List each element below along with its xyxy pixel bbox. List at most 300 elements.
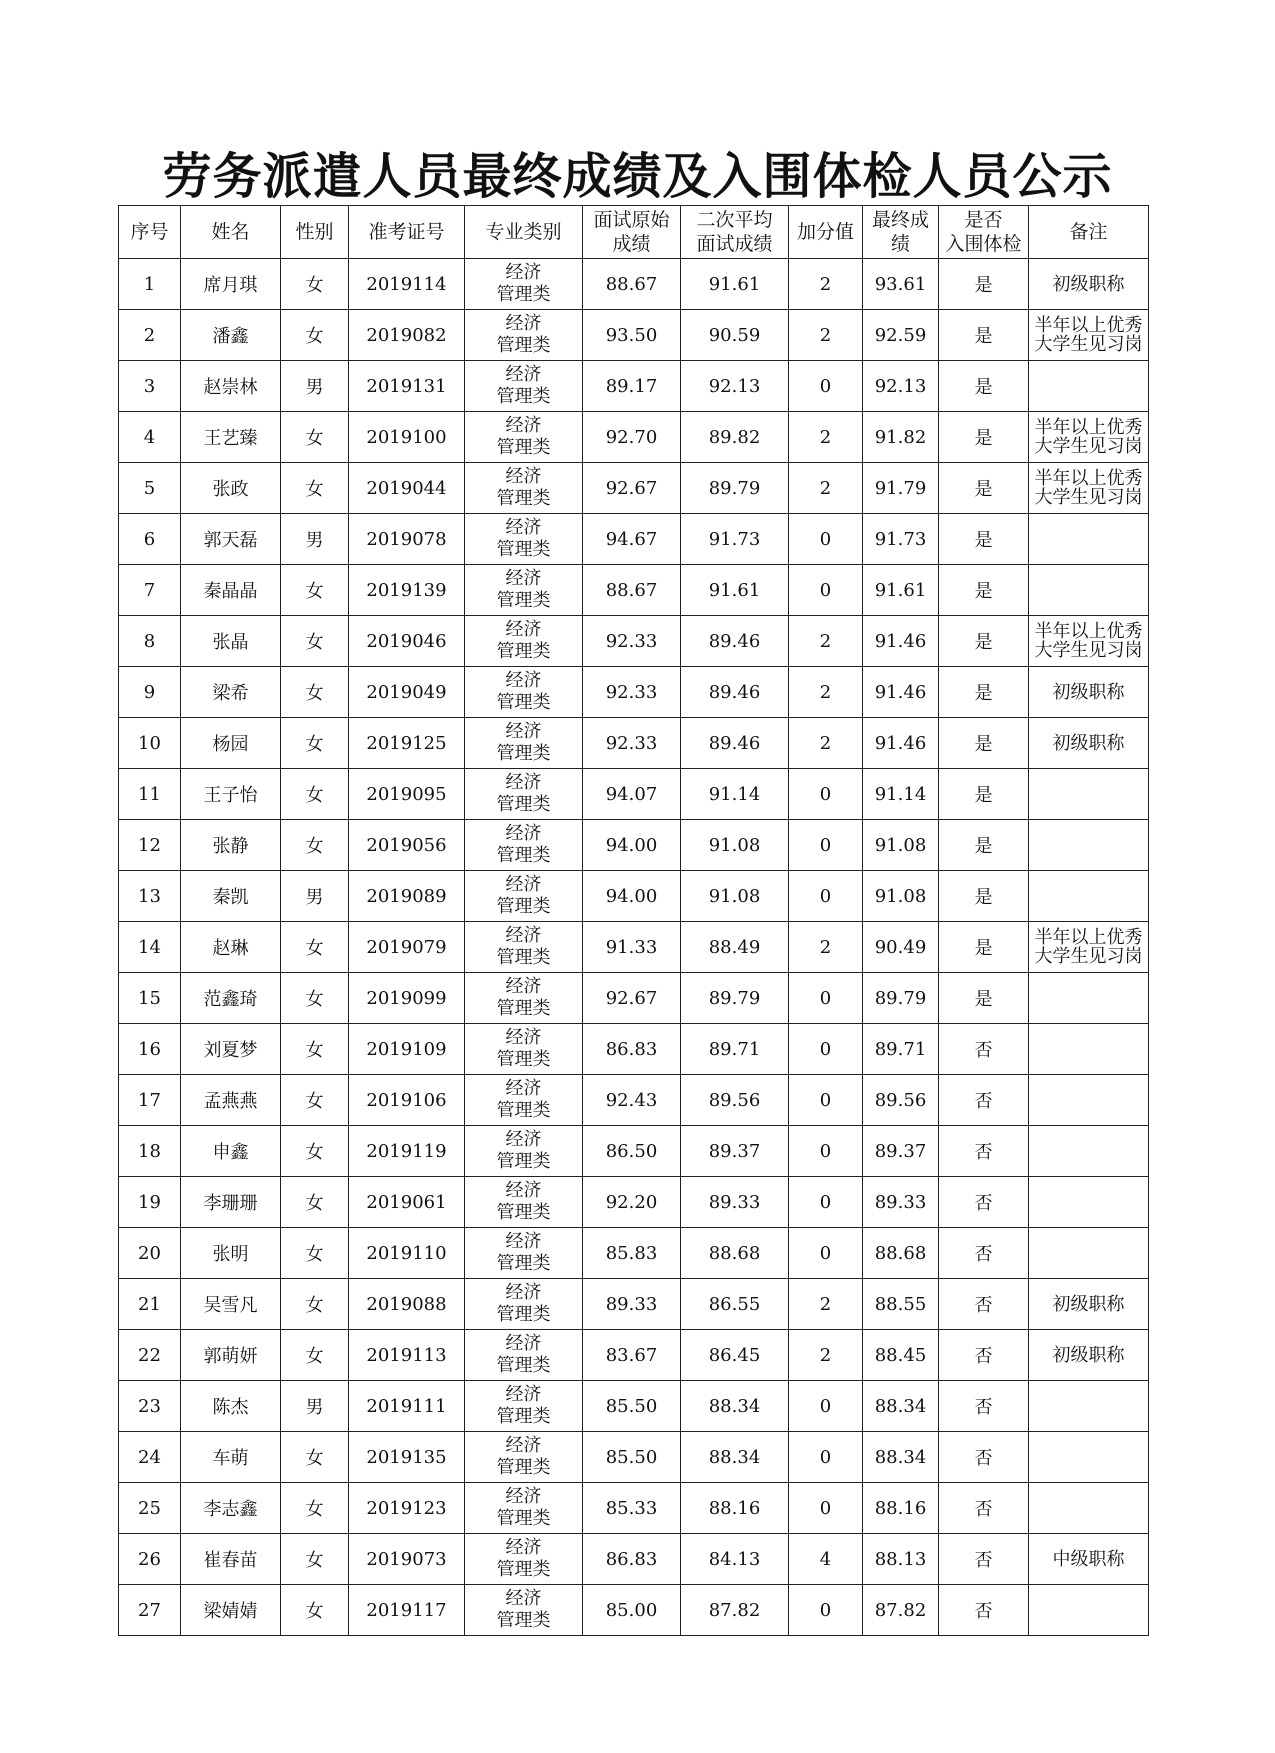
cell-seq: 17 (119, 1075, 181, 1126)
cell-exam-id: 2019111 (349, 1381, 465, 1432)
cell-final: 89.37 (863, 1126, 939, 1177)
cell-name: 郭萌妍 (181, 1330, 281, 1381)
table-row (119, 1483, 1149, 1534)
cell-remark (1029, 718, 1149, 769)
cell-advance: 是 (939, 565, 1029, 616)
cell-gender: 女 (281, 1534, 349, 1585)
cell-interview-raw: 89.33 (583, 1279, 681, 1330)
table-row (119, 1279, 1149, 1330)
cell-final: 89.79 (863, 973, 939, 1024)
cell-remark (1029, 820, 1149, 871)
cell-category-line: 管理类 (496, 590, 551, 611)
cell-interview-raw: 89.17 (583, 361, 681, 412)
cell-bonus: 0 (789, 1126, 863, 1177)
cell-seq: 22 (119, 1330, 181, 1381)
cell-gender: 女 (281, 1432, 349, 1483)
cell-bonus: 2 (789, 463, 863, 514)
cell-final: 91.73 (863, 514, 939, 565)
cell-gender: 女 (281, 310, 349, 361)
cell-seq: 25 (119, 1483, 181, 1534)
header-remark: 备注 (1029, 206, 1149, 259)
cell-bonus: 0 (789, 565, 863, 616)
table-row (119, 361, 1149, 412)
cell-seq: 10 (119, 718, 181, 769)
cell-interview-raw: 92.67 (583, 463, 681, 514)
cell-category (465, 1177, 583, 1228)
cell-category-line: 管理类 (496, 947, 551, 968)
cell-second-avg: 92.13 (681, 361, 789, 412)
cell-second-avg: 91.08 (681, 820, 789, 871)
cell-interview-raw: 88.67 (583, 259, 681, 310)
cell-second-avg: 91.08 (681, 871, 789, 922)
header-name: 姓名 (181, 206, 281, 259)
cell-seq: 4 (119, 412, 181, 463)
cell-final: 91.08 (863, 820, 939, 871)
cell-category (465, 667, 583, 718)
cell-seq: 20 (119, 1228, 181, 1279)
table-row (119, 514, 1149, 565)
cell-advance: 否 (939, 1075, 1029, 1126)
cell-second-avg: 88.34 (681, 1432, 789, 1483)
cell-category (465, 973, 583, 1024)
cell-category-line: 经济 (505, 823, 542, 844)
cell-category-line: 经济 (505, 313, 542, 334)
cell-bonus: 0 (789, 973, 863, 1024)
table-row (119, 1432, 1149, 1483)
cell-advance: 是 (939, 769, 1029, 820)
cell-category-line: 管理类 (496, 998, 551, 1019)
cell-name: 梁婧婧 (181, 1585, 281, 1636)
cell-category-line: 经济 (505, 1333, 542, 1354)
cell-gender: 女 (281, 1585, 349, 1636)
cell-category-line: 管理类 (496, 1610, 551, 1631)
cell-bonus: 0 (789, 514, 863, 565)
cell-exam-id: 2019061 (349, 1177, 465, 1228)
cell-final: 91.46 (863, 667, 939, 718)
cell-gender: 女 (281, 463, 349, 514)
cell-remark (1029, 667, 1149, 718)
cell-exam-id: 2019123 (349, 1483, 465, 1534)
cell-category (465, 1534, 583, 1585)
cell-advance: 是 (939, 259, 1029, 310)
cell-name: 张晶 (181, 616, 281, 667)
cell-final: 88.68 (863, 1228, 939, 1279)
cell-bonus: 0 (789, 820, 863, 871)
results-table (118, 205, 1149, 1636)
cell-remark-line: 中级职称 (1052, 1548, 1125, 1570)
cell-name: 张政 (181, 463, 281, 514)
header-category: 专业类别 (465, 206, 583, 259)
cell-name: 赵琳 (181, 922, 281, 973)
cell-category (465, 412, 583, 463)
cell-interview-raw: 88.67 (583, 565, 681, 616)
cell-exam-id: 2019073 (349, 1534, 465, 1585)
cell-gender: 女 (281, 616, 349, 667)
cell-name: 李珊珊 (181, 1177, 281, 1228)
cell-name: 王子怡 (181, 769, 281, 820)
table-row (119, 1381, 1149, 1432)
cell-advance: 是 (939, 871, 1029, 922)
cell-category (465, 769, 583, 820)
cell-bonus: 0 (789, 1024, 863, 1075)
cell-interview-raw: 92.20 (583, 1177, 681, 1228)
cell-category-line: 经济 (505, 1537, 542, 1558)
cell-interview-raw: 93.50 (583, 310, 681, 361)
cell-final: 88.13 (863, 1534, 939, 1585)
table-row (119, 820, 1149, 871)
cell-category-line: 经济 (505, 1435, 542, 1456)
cell-remark (1029, 1534, 1149, 1585)
table-row (119, 412, 1149, 463)
cell-seq: 13 (119, 871, 181, 922)
cell-interview-raw: 85.33 (583, 1483, 681, 1534)
cell-final: 92.13 (863, 361, 939, 412)
cell-category-line: 经济 (505, 1231, 542, 1252)
cell-category-line: 经济 (505, 619, 542, 640)
cell-final: 87.82 (863, 1585, 939, 1636)
cell-gender: 女 (281, 1024, 349, 1075)
cell-seq: 24 (119, 1432, 181, 1483)
cell-seq: 19 (119, 1177, 181, 1228)
cell-category (465, 1483, 583, 1534)
cell-name: 张静 (181, 820, 281, 871)
cell-exam-id: 2019110 (349, 1228, 465, 1279)
cell-second-avg: 88.49 (681, 922, 789, 973)
cell-category-line: 经济 (505, 364, 542, 385)
cell-category-line: 管理类 (496, 1457, 551, 1478)
table-row (119, 871, 1149, 922)
cell-category-line: 经济 (505, 976, 542, 997)
cell-name: 范鑫琦 (181, 973, 281, 1024)
cell-advance: 是 (939, 616, 1029, 667)
cell-interview-raw: 94.67 (583, 514, 681, 565)
header-final (863, 206, 939, 259)
cell-seq: 2 (119, 310, 181, 361)
cell-remark-line: 大学生见习岗 (1034, 640, 1143, 661)
cell-category-line: 管理类 (496, 1100, 551, 1121)
header-gender: 性别 (281, 206, 349, 259)
cell-gender: 女 (281, 820, 349, 871)
cell-category-line: 管理类 (496, 284, 551, 305)
cell-category (465, 616, 583, 667)
cell-final: 91.82 (863, 412, 939, 463)
cell-interview-raw: 94.07 (583, 769, 681, 820)
cell-seq: 27 (119, 1585, 181, 1636)
header-bonus: 加分值 (789, 206, 863, 259)
cell-gender: 男 (281, 871, 349, 922)
cell-advance: 是 (939, 463, 1029, 514)
cell-interview-raw: 92.67 (583, 973, 681, 1024)
cell-remark (1029, 1279, 1149, 1330)
cell-gender: 女 (281, 922, 349, 973)
cell-final: 88.16 (863, 1483, 939, 1534)
cell-interview-raw: 86.83 (583, 1534, 681, 1585)
cell-category-line: 管理类 (496, 488, 551, 509)
cell-bonus: 2 (789, 667, 863, 718)
cell-interview-raw: 85.83 (583, 1228, 681, 1279)
cell-name: 崔春苗 (181, 1534, 281, 1585)
cell-category-line: 管理类 (496, 539, 551, 560)
cell-second-avg: 89.33 (681, 1177, 789, 1228)
cell-category (465, 1075, 583, 1126)
cell-category-line: 管理类 (496, 692, 551, 713)
cell-second-avg: 88.68 (681, 1228, 789, 1279)
cell-advance: 是 (939, 973, 1029, 1024)
cell-category-line: 经济 (505, 568, 542, 589)
cell-seq: 3 (119, 361, 181, 412)
cell-category-line: 经济 (505, 670, 542, 691)
cell-interview-raw: 86.50 (583, 1126, 681, 1177)
cell-seq: 7 (119, 565, 181, 616)
cell-name: 秦凯 (181, 871, 281, 922)
cell-second-avg: 90.59 (681, 310, 789, 361)
cell-advance: 否 (939, 1534, 1029, 1585)
cell-remark (1029, 514, 1149, 565)
cell-bonus: 0 (789, 1585, 863, 1636)
cell-remark-line: 大学生见习岗 (1034, 436, 1143, 457)
cell-remark (1029, 412, 1149, 463)
cell-exam-id: 2019082 (349, 310, 465, 361)
cell-gender: 女 (281, 718, 349, 769)
cell-advance: 否 (939, 1024, 1029, 1075)
cell-name: 赵崇林 (181, 361, 281, 412)
cell-remark (1029, 1024, 1149, 1075)
cell-remark (1029, 1432, 1149, 1483)
cell-seq: 11 (119, 769, 181, 820)
table-row (119, 769, 1149, 820)
cell-category (465, 922, 583, 973)
cell-second-avg: 89.46 (681, 616, 789, 667)
cell-remark (1029, 259, 1149, 310)
cell-interview-raw: 92.70 (583, 412, 681, 463)
table-row (119, 1177, 1149, 1228)
cell-exam-id: 2019044 (349, 463, 465, 514)
cell-category-line: 管理类 (496, 1355, 551, 1376)
cell-second-avg: 91.73 (681, 514, 789, 565)
cell-category (465, 1585, 583, 1636)
cell-interview-raw: 92.43 (583, 1075, 681, 1126)
cell-category (465, 1126, 583, 1177)
cell-bonus: 0 (789, 1432, 863, 1483)
cell-exam-id: 2019088 (349, 1279, 465, 1330)
cell-category (465, 565, 583, 616)
cell-bonus: 2 (789, 1330, 863, 1381)
cell-remark (1029, 871, 1149, 922)
cell-advance: 否 (939, 1177, 1029, 1228)
cell-bonus: 4 (789, 1534, 863, 1585)
cell-category (465, 718, 583, 769)
cell-gender: 男 (281, 361, 349, 412)
cell-name: 张明 (181, 1228, 281, 1279)
cell-gender: 女 (281, 1330, 349, 1381)
cell-exam-id: 2019100 (349, 412, 465, 463)
cell-bonus: 0 (789, 1177, 863, 1228)
cell-remark-line: 初级职称 (1052, 681, 1125, 703)
cell-advance: 否 (939, 1585, 1029, 1636)
cell-remark-line: 半年以上优秀 (1034, 315, 1143, 336)
cell-seq: 15 (119, 973, 181, 1024)
cell-remark-line: 初级职称 (1052, 1293, 1125, 1315)
cell-seq: 8 (119, 616, 181, 667)
cell-gender: 女 (281, 1177, 349, 1228)
cell-interview-raw: 91.33 (583, 922, 681, 973)
cell-category-line: 经济 (505, 1180, 542, 1201)
cell-name: 申鑫 (181, 1126, 281, 1177)
cell-advance: 是 (939, 412, 1029, 463)
cell-final: 88.34 (863, 1432, 939, 1483)
cell-final: 88.34 (863, 1381, 939, 1432)
cell-advance: 是 (939, 718, 1029, 769)
cell-second-avg: 91.61 (681, 259, 789, 310)
cell-name: 王艺臻 (181, 412, 281, 463)
cell-category-line: 管理类 (496, 794, 551, 815)
cell-gender: 女 (281, 1483, 349, 1534)
table-row (119, 1228, 1149, 1279)
cell-name: 孟燕燕 (181, 1075, 281, 1126)
cell-second-avg: 87.82 (681, 1585, 789, 1636)
cell-advance: 否 (939, 1330, 1029, 1381)
cell-remark (1029, 616, 1149, 667)
cell-bonus: 0 (789, 1228, 863, 1279)
cell-remark-line: 半年以上优秀 (1034, 621, 1143, 642)
cell-remark (1029, 1381, 1149, 1432)
cell-category (465, 259, 583, 310)
cell-remark-line: 大学生见习岗 (1034, 946, 1143, 967)
cell-category-line: 管理类 (496, 1508, 551, 1529)
cell-category (465, 1330, 583, 1381)
cell-gender: 女 (281, 412, 349, 463)
cell-interview-raw: 85.50 (583, 1381, 681, 1432)
cell-remark-line: 初级职称 (1052, 732, 1125, 754)
cell-interview-raw: 83.67 (583, 1330, 681, 1381)
cell-category (465, 1432, 583, 1483)
cell-gender: 女 (281, 565, 349, 616)
cell-interview-raw: 92.33 (583, 718, 681, 769)
cell-name: 梁希 (181, 667, 281, 718)
cell-final: 88.55 (863, 1279, 939, 1330)
cell-remark (1029, 1585, 1149, 1636)
cell-seq: 23 (119, 1381, 181, 1432)
cell-gender: 女 (281, 1279, 349, 1330)
cell-gender: 女 (281, 1126, 349, 1177)
cell-final: 91.79 (863, 463, 939, 514)
table-row (119, 1330, 1149, 1381)
header-second-avg-line1: 二次平均 (696, 209, 773, 231)
cell-category-line: 管理类 (496, 1559, 551, 1580)
cell-bonus: 0 (789, 769, 863, 820)
cell-name: 陈杰 (181, 1381, 281, 1432)
table-row (119, 973, 1149, 1024)
cell-remark-line: 初级职称 (1052, 1344, 1125, 1366)
cell-category-line: 经济 (505, 1384, 542, 1405)
header-final-line2: 绩 (890, 233, 910, 255)
cell-seq: 1 (119, 259, 181, 310)
cell-second-avg: 86.55 (681, 1279, 789, 1330)
cell-final: 92.59 (863, 310, 939, 361)
cell-category-line: 管理类 (496, 1049, 551, 1070)
cell-bonus: 2 (789, 922, 863, 973)
cell-category-line: 管理类 (496, 896, 551, 917)
cell-name: 李志鑫 (181, 1483, 281, 1534)
cell-name: 杨园 (181, 718, 281, 769)
cell-advance: 否 (939, 1381, 1029, 1432)
cell-category-line: 经济 (505, 1027, 542, 1048)
cell-category-line: 管理类 (496, 845, 551, 866)
cell-category-line: 管理类 (496, 437, 551, 458)
cell-bonus: 2 (789, 310, 863, 361)
cell-remark (1029, 463, 1149, 514)
cell-exam-id: 2019106 (349, 1075, 465, 1126)
cell-remark (1029, 1330, 1149, 1381)
header-row (119, 206, 1149, 259)
cell-second-avg: 91.61 (681, 565, 789, 616)
cell-remark (1029, 1126, 1149, 1177)
cell-seq: 18 (119, 1126, 181, 1177)
cell-remark (1029, 769, 1149, 820)
cell-remark (1029, 565, 1149, 616)
cell-final: 91.08 (863, 871, 939, 922)
page-title: 劳务派遣人员最终成绩及入围体检人员公示 (162, 147, 1113, 205)
cell-remark (1029, 973, 1149, 1024)
cell-category-line: 经济 (505, 721, 542, 742)
cell-category-line: 经济 (505, 1282, 542, 1303)
table-body (119, 259, 1149, 1636)
cell-bonus: 0 (789, 1483, 863, 1534)
cell-category-line: 经济 (505, 1588, 542, 1609)
cell-exam-id: 2019119 (349, 1126, 465, 1177)
cell-category-line: 经济 (505, 262, 542, 283)
cell-category (465, 361, 583, 412)
cell-category-line: 管理类 (496, 386, 551, 407)
cell-exam-id: 2019135 (349, 1432, 465, 1483)
cell-final: 91.61 (863, 565, 939, 616)
cell-second-avg: 89.71 (681, 1024, 789, 1075)
cell-remark-line: 半年以上优秀 (1034, 468, 1143, 489)
cell-bonus: 0 (789, 1075, 863, 1126)
table-row (119, 565, 1149, 616)
cell-name: 席月琪 (181, 259, 281, 310)
cell-gender: 女 (281, 1075, 349, 1126)
table-row (119, 1024, 1149, 1075)
cell-exam-id: 2019046 (349, 616, 465, 667)
cell-advance: 否 (939, 1432, 1029, 1483)
cell-interview-raw: 92.33 (583, 616, 681, 667)
cell-category-line: 管理类 (496, 335, 551, 356)
cell-category (465, 871, 583, 922)
cell-exam-id: 2019056 (349, 820, 465, 871)
cell-advance: 是 (939, 310, 1029, 361)
cell-name: 刘夏梦 (181, 1024, 281, 1075)
cell-category-line: 管理类 (496, 1202, 551, 1223)
cell-advance: 否 (939, 1126, 1029, 1177)
cell-exam-id: 2019049 (349, 667, 465, 718)
cell-category-line: 管理类 (496, 1406, 551, 1427)
cell-bonus: 0 (789, 361, 863, 412)
cell-category (465, 820, 583, 871)
cell-category (465, 1024, 583, 1075)
header-advance-line2: 入围体检 (945, 233, 1022, 255)
cell-category-line: 经济 (505, 1129, 542, 1150)
cell-interview-raw: 85.50 (583, 1432, 681, 1483)
cell-remark-line: 大学生见习岗 (1034, 487, 1143, 508)
cell-interview-raw: 85.00 (583, 1585, 681, 1636)
table-row (119, 259, 1149, 310)
cell-seq: 21 (119, 1279, 181, 1330)
cell-name: 潘鑫 (181, 310, 281, 361)
cell-second-avg: 88.34 (681, 1381, 789, 1432)
cell-category-line: 经济 (505, 1078, 542, 1099)
cell-gender: 女 (281, 973, 349, 1024)
